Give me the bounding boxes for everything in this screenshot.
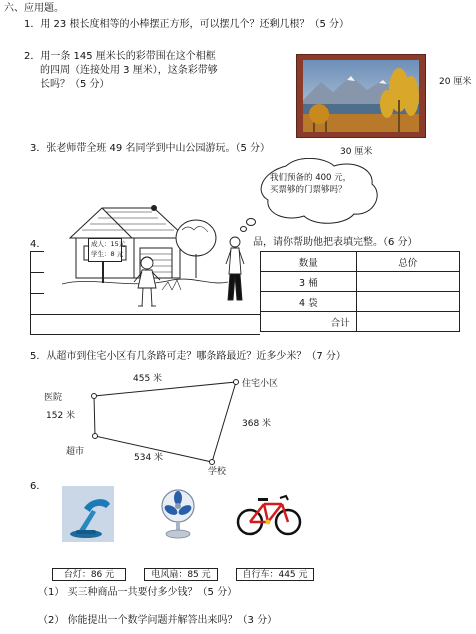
question-2-line-3: 长吗？（5 分） [40,79,110,90]
table-row [261,292,460,312]
girl-figure [130,254,164,310]
price-label-bicycle: 自行车：445 元 [236,568,314,581]
route-map [0,368,476,478]
frame-height-label: 20 厘米 [439,77,472,87]
question-6-part-2: （2） 你能提出一个数学问题并解答出来吗？（3 分） [38,615,278,626]
question-3: 3．张老师带全班 49 名同学到中山公园游玩。（5 分） [30,143,270,154]
electric-fan-icon [158,488,198,540]
hospital-node [91,393,97,399]
place-residential: 住宅小区 [242,379,279,389]
thought-dot-large [246,218,256,226]
photo-frame [296,54,426,138]
teacher-figure [222,234,248,304]
table-row3-left-line [30,314,260,315]
supermarket-node [92,433,98,439]
distance-hospital-supermarket: 152 米 [46,411,76,421]
table-total-row [261,312,460,332]
row-2-quantity: 4 袋 [261,292,357,312]
section-title: 六、应用题。 [4,3,64,14]
table-top-left-stub [30,251,44,252]
price-label-lamp: 台灯：86 元 [52,568,126,581]
total-label: 合计 [261,312,357,332]
frame-width-label: 30 厘米 [340,147,373,157]
question-1: 1．用 23 根长度相等的小棒摆正方形，可以摆几个？还剩几根？（5 分） [24,19,349,30]
table-row [261,272,460,292]
question-6-part-1: （1） 买三种商品一共要付多少钱？（5 分） [38,587,238,598]
sign-adult-price: 成人：15元 [91,240,126,248]
ticket-price-sign [88,238,126,262]
table-bottom-left-line [30,334,260,335]
sign-student-price: 学生：8 元 [91,250,124,258]
place-hospital: 医院 [44,393,63,403]
row-1-quantity: 3 桶 [261,272,357,292]
distance-supermarket-school: 534 米 [134,453,164,463]
question-2-line-1: 2．用一条 145 厘米长的彩带围在这个相框 [24,51,216,62]
thought-dot-small [240,226,247,232]
table-header-row [261,252,460,272]
header-total: 总价 [356,252,459,272]
school-node [209,459,215,465]
question-4-text: 品，请你帮助他把表填完整。（6 分） [253,237,418,248]
residential-node [233,379,239,385]
place-school: 学校 [208,467,227,477]
row-2-total [356,292,459,312]
question-2-line-2: 的四周（连接处用 3 厘米），这条彩带够 [40,65,218,76]
header-quantity: 数量 [261,252,357,272]
distance-school-residential: 368 米 [242,419,272,429]
question-6-number: 6． [30,481,47,492]
bicycle-icon [236,490,302,538]
thought-text: 我们预备的 400 元，买票够的门票够吗？ [270,173,352,195]
desk-lamp-icon [62,486,114,542]
landscape-photo [303,60,419,132]
place-supermarket: 超市 [66,447,85,457]
row-1-total [356,272,459,292]
price-table [260,251,460,332]
table-row2-left-stub [30,293,44,294]
mountain-lake-image [303,60,419,132]
table-row1-left-stub [30,272,44,273]
sign-post [102,261,104,283]
question-4-number: 4． [30,239,47,250]
question-5: 5．从超市到住宅小区有几条路可走？哪条路最近？近多少米？（7 分） [30,351,346,362]
total-value [356,312,459,332]
price-label-fan: 电风扇：85 元 [144,568,218,581]
distance-hospital-residential: 455 米 [133,374,163,384]
